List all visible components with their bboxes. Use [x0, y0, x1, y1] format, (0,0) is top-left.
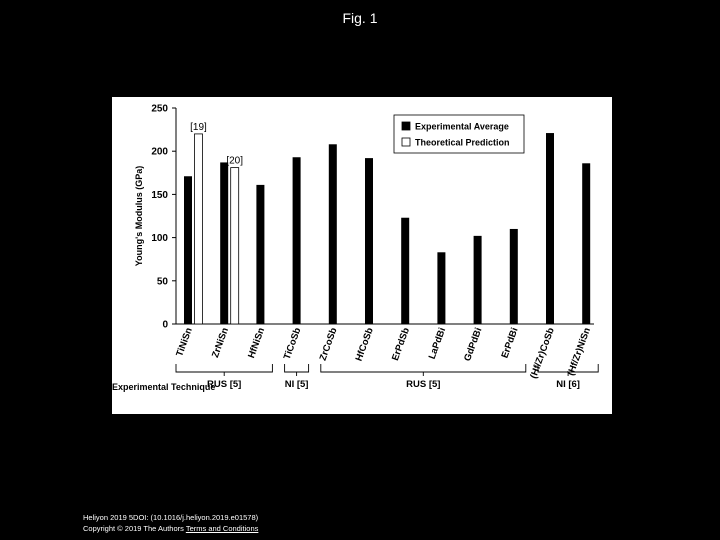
x-tick-label: ErPdSb: [389, 326, 413, 363]
legend-swatch: [402, 122, 410, 130]
legend-label: Experimental Average: [415, 121, 509, 132]
technique-group-label: NI [6]: [556, 379, 580, 390]
bar-experimental-erpdbi: [510, 229, 518, 324]
x-tick-label: ErPdBi: [499, 326, 521, 360]
figure-title: Fig. 1: [342, 10, 378, 26]
x-tick-label: (Hf/Zr)CoSb: [528, 326, 557, 381]
bar-experimental-hfnisn: [256, 185, 264, 324]
technique-group-label: RUS [5]: [406, 379, 441, 390]
x-tick-label: HfCoSb: [353, 326, 376, 363]
x-tick-label: (Hf/Zr)NiSn: [565, 326, 594, 378]
legend-swatch: [402, 138, 410, 146]
bar-experimental-gdpdbi: [474, 236, 482, 324]
copyright-line: [83, 523, 258, 534]
chart-panel: [112, 97, 612, 414]
technique-group-label: RUS [5]: [207, 379, 242, 390]
technique-label: Experimental Technique: [112, 382, 216, 392]
y-tick-label: 200: [151, 146, 168, 158]
footer: [83, 512, 258, 534]
bar-experimental-erpdsb: [401, 218, 409, 324]
reference-annotation: [19]: [190, 121, 207, 133]
bar-experimental-zrnisn: [220, 162, 228, 324]
y-axis-label: Young's Modulus (GPa): [134, 165, 144, 267]
y-tick-label: 50: [156, 276, 168, 288]
bar-experimental-zrcosb: [329, 144, 337, 324]
x-tick-label: ZrCoSb: [317, 326, 340, 363]
bar-experimental-lapdbi: [437, 252, 445, 324]
y-tick-label: 0: [162, 319, 168, 331]
bar-experimental--hf-zr-nisn: [582, 163, 590, 324]
technique-bracket: [176, 364, 272, 376]
x-tick-label: TiNiSn: [174, 326, 195, 359]
bar-experimental--hf-zr-cosb: [546, 133, 554, 324]
bar-experimental-ticosb: [293, 157, 301, 324]
x-tick-label: ZrNiSn: [210, 326, 232, 360]
bar-experimental-hfcosb: [365, 158, 373, 324]
x-tick-label: LaPdBi: [426, 326, 449, 361]
y-tick-label: 150: [151, 189, 168, 201]
bar-experimental-tinisn: [184, 176, 192, 324]
technique-bracket: [285, 364, 309, 376]
x-tick-label: TiCoSb: [281, 326, 304, 362]
y-tick-label: 250: [151, 103, 168, 115]
citation-text: Heliyon 2019 5DOI: (10.1016/j.heliyon.2019.e01578): [83, 513, 259, 522]
y-tick-label: 100: [151, 233, 168, 245]
copyright-text: Copyright © 2019 The Authors: [83, 524, 184, 533]
technique-bracket: [321, 364, 526, 376]
bar-chart: [112, 97, 612, 414]
x-tick-label: GdPdBi: [462, 326, 485, 363]
x-tick-label: HfNiSn: [246, 326, 268, 360]
terms-link[interactable]: Terms and Conditions: [185, 524, 259, 533]
bar-theoretical-zrnisn: [231, 168, 239, 324]
bar-theoretical-tinisn: [195, 134, 203, 324]
reference-annotation: [20]: [226, 155, 244, 167]
legend-label: Theoretical Prediction: [415, 137, 510, 148]
technique-group-label: NI [5]: [284, 379, 309, 390]
